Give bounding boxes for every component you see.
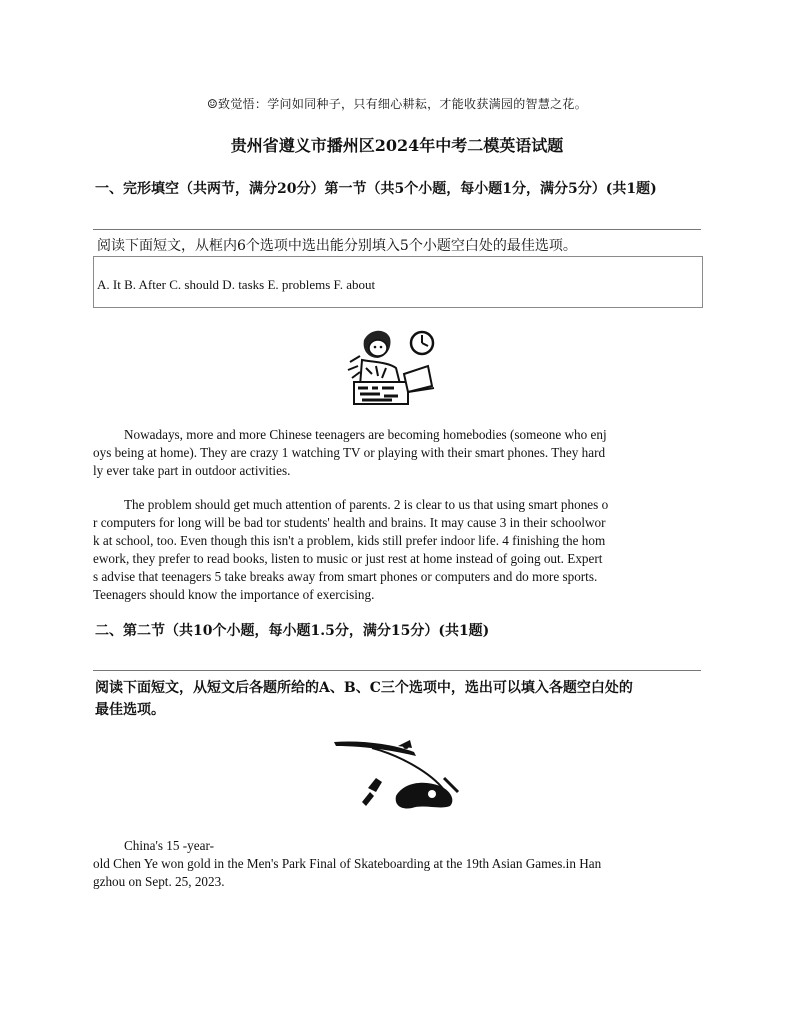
paragraph-line: s advise that teenagers 5 take breaks away from smart phones or computers and do more sports. (93, 569, 598, 584)
paragraph-line: Teenagers should know the importance of exercising. (93, 587, 375, 602)
section1-heading: 一、完形填空（共两节，满分20分）第一节（共5个小题，每小题1分，满分5分）(共1题) (95, 181, 657, 197)
paragraph-line: k at school, too. Even though this isn't a problem, kids still prefer indoor life. 4 finishing the hom (93, 533, 606, 548)
paragraph-line: Nowadays, more and more Chinese teenagers are becoming homebodies (someone who enj (124, 427, 607, 442)
instruction-line: 阅读下面短文，从短文后各题所给的A、B、C三个选项中，选出可以填入各题空白处的 (95, 680, 633, 696)
options-box (93, 256, 703, 308)
section1-paragraph1 (93, 426, 699, 480)
section2-paragraph (93, 837, 699, 891)
options-text: A. It B. After C. should D. tasks E. problems F. about (97, 277, 376, 292)
section1-paragraph2 (93, 496, 699, 604)
paragraph-line: old Chen Ye won gold in the Men's Park Final of Skateboarding at the 19th Asian Games.in Han (93, 856, 602, 871)
section2-instruction (95, 677, 705, 721)
paragraph-line: oys being at home). They are crazy 1 watching TV or playing with their smart phones. They hard (93, 445, 606, 460)
paragraph-line: The problem should get much attention of parents. 2 is clear to us that using smart phones o (124, 497, 609, 512)
divider-2 (93, 670, 701, 671)
paragraph-line: ework, they prefer to read books, listen to music or just rest at home instead of going out. Expert (93, 551, 603, 566)
paragraph-line: r computers for long will be bad tor students' health and brains. It may cause 3 in their schoolwor (93, 515, 606, 530)
instruction-line: 最佳选项。 (95, 702, 165, 718)
divider-1 (93, 229, 701, 230)
paragraph-line: China's 15 -year- (124, 838, 215, 853)
paragraph-line: ly ever take part in outdoor activities. (93, 463, 291, 478)
paragraph-line: gzhou on Sept. 25, 2023. (93, 874, 225, 889)
section2-heading: 二、第二节（共10个小题，每小题1.5分，满分15分）(共1题) (95, 623, 490, 639)
page-title: 贵州省遵义市播州区2024年中考二模英语试题 (230, 136, 564, 155)
boy-laptop-illustration (342, 326, 442, 410)
motto-line: ☺致觉悟：学问如同种子，只有细心耕耘，才能收获满园的智慧之花。 (206, 97, 588, 111)
skateboarder-illustration (332, 734, 464, 816)
section1-instruction: 阅读下面短文，从框内6个选项中选出能分别填入5个小题空白处的最佳选项。 (97, 238, 577, 254)
